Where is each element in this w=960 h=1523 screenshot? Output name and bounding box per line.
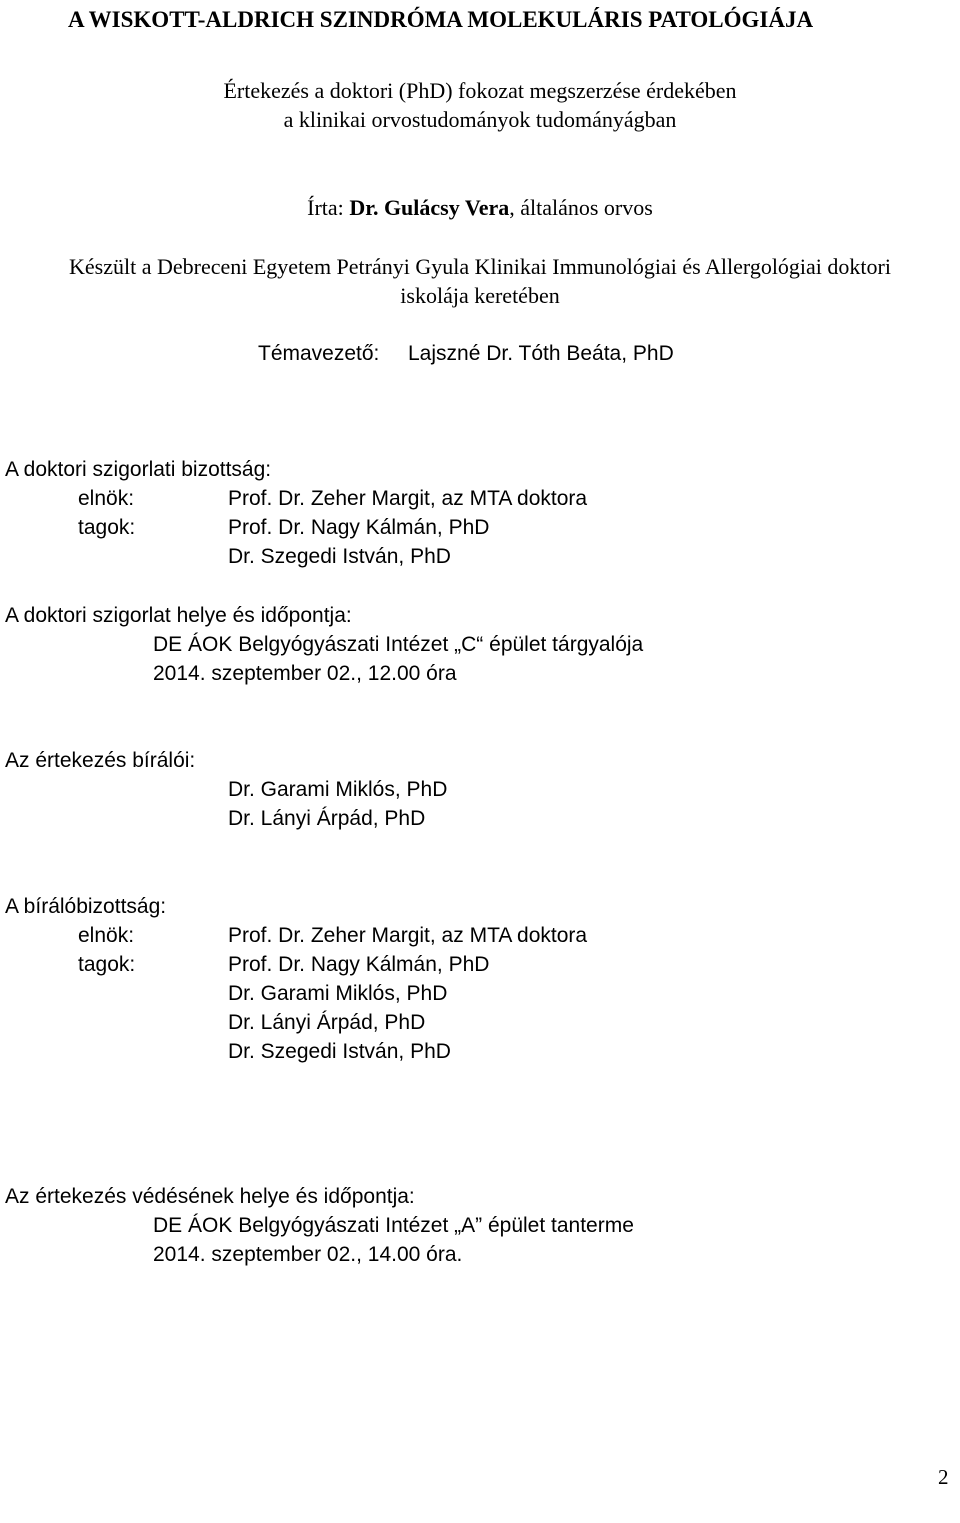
review-committee-chair-label: elnök:: [78, 924, 135, 947]
review-committee-chair: Prof. Dr. Zeher Margit, az MTA doktora: [228, 924, 588, 947]
review-committee-member: Dr. Szegedi István, PhD: [228, 1040, 451, 1063]
exam-committee-chair-label: elnök:: [78, 487, 135, 510]
school-line-1: Készült a Debreceni Egyetem Petrányi Gyula Klinikai Immunológiai és Allergológiai doktori: [69, 254, 891, 279]
subtitle-line-2: a klinikai orvostudományok tudományágban: [283, 107, 677, 132]
exam-venue-heading: A doktori szigorlat helye és időpontja:: [5, 604, 352, 627]
reviewer-name: Dr. Garami Miklós, PhD: [228, 778, 448, 801]
defense-heading: Az értekezés védésének helye és időpontja:: [5, 1185, 415, 1208]
exam-committee-member: Prof. Dr. Nagy Kálmán, PhD: [228, 516, 490, 539]
review-committee-member: Prof. Dr. Nagy Kálmán, PhD: [228, 953, 490, 976]
review-committee-heading: A bírálóbizottság:: [5, 895, 167, 918]
review-committee-members-label: tagok:: [78, 953, 136, 976]
defense-place: DE ÁOK Belgyógyászati Intézet „A” épület tanterme: [153, 1214, 634, 1237]
review-committee-member: Dr. Lányi Árpád, PhD: [228, 1011, 426, 1034]
reviewer-name: Dr. Lányi Árpád, PhD: [228, 807, 426, 830]
review-committee-member: Dr. Garami Miklós, PhD: [228, 982, 448, 1005]
defense-time: 2014. szeptember 02., 14.00 óra.: [153, 1243, 463, 1266]
exam-committee-heading: A doktori szigorlati bizottság:: [5, 458, 272, 481]
author-line: [0, 197, 960, 219]
exam-committee-member: Dr. Szegedi István, PhD: [228, 545, 451, 568]
document-title: A WISKOTT-ALDRICH SZINDRÓMA MOLEKULÁRIS PATOLÓGIÁJA: [68, 7, 814, 32]
supervisor-name: Lajszné Dr. Tóth Beáta, PhD: [408, 342, 674, 365]
page-number: 2: [938, 1465, 949, 1489]
exam-committee-chair: Prof. Dr. Zeher Margit, az MTA doktora: [228, 487, 588, 510]
reviewers-heading: Az értekezés bírálói:: [5, 749, 196, 772]
supervisor-label: Témavezető:: [258, 342, 380, 365]
author-name: Dr. Gulácsy Vera: [349, 195, 510, 220]
subtitle-line-1: Értekezés a doktori (PhD) fokozat megszerzése érdekében: [223, 78, 737, 103]
author-prefix: Írta:: [307, 195, 350, 220]
exam-venue-place: DE ÁOK Belgyógyászati Intézet „C“ épület tárgyalója: [153, 633, 644, 656]
exam-committee-members-label: tagok:: [78, 516, 136, 539]
exam-venue-time: 2014. szeptember 02., 12.00 óra: [153, 662, 457, 685]
school-line-2: iskolája keretében: [400, 283, 560, 308]
author-suffix: , általános orvos: [509, 195, 653, 220]
